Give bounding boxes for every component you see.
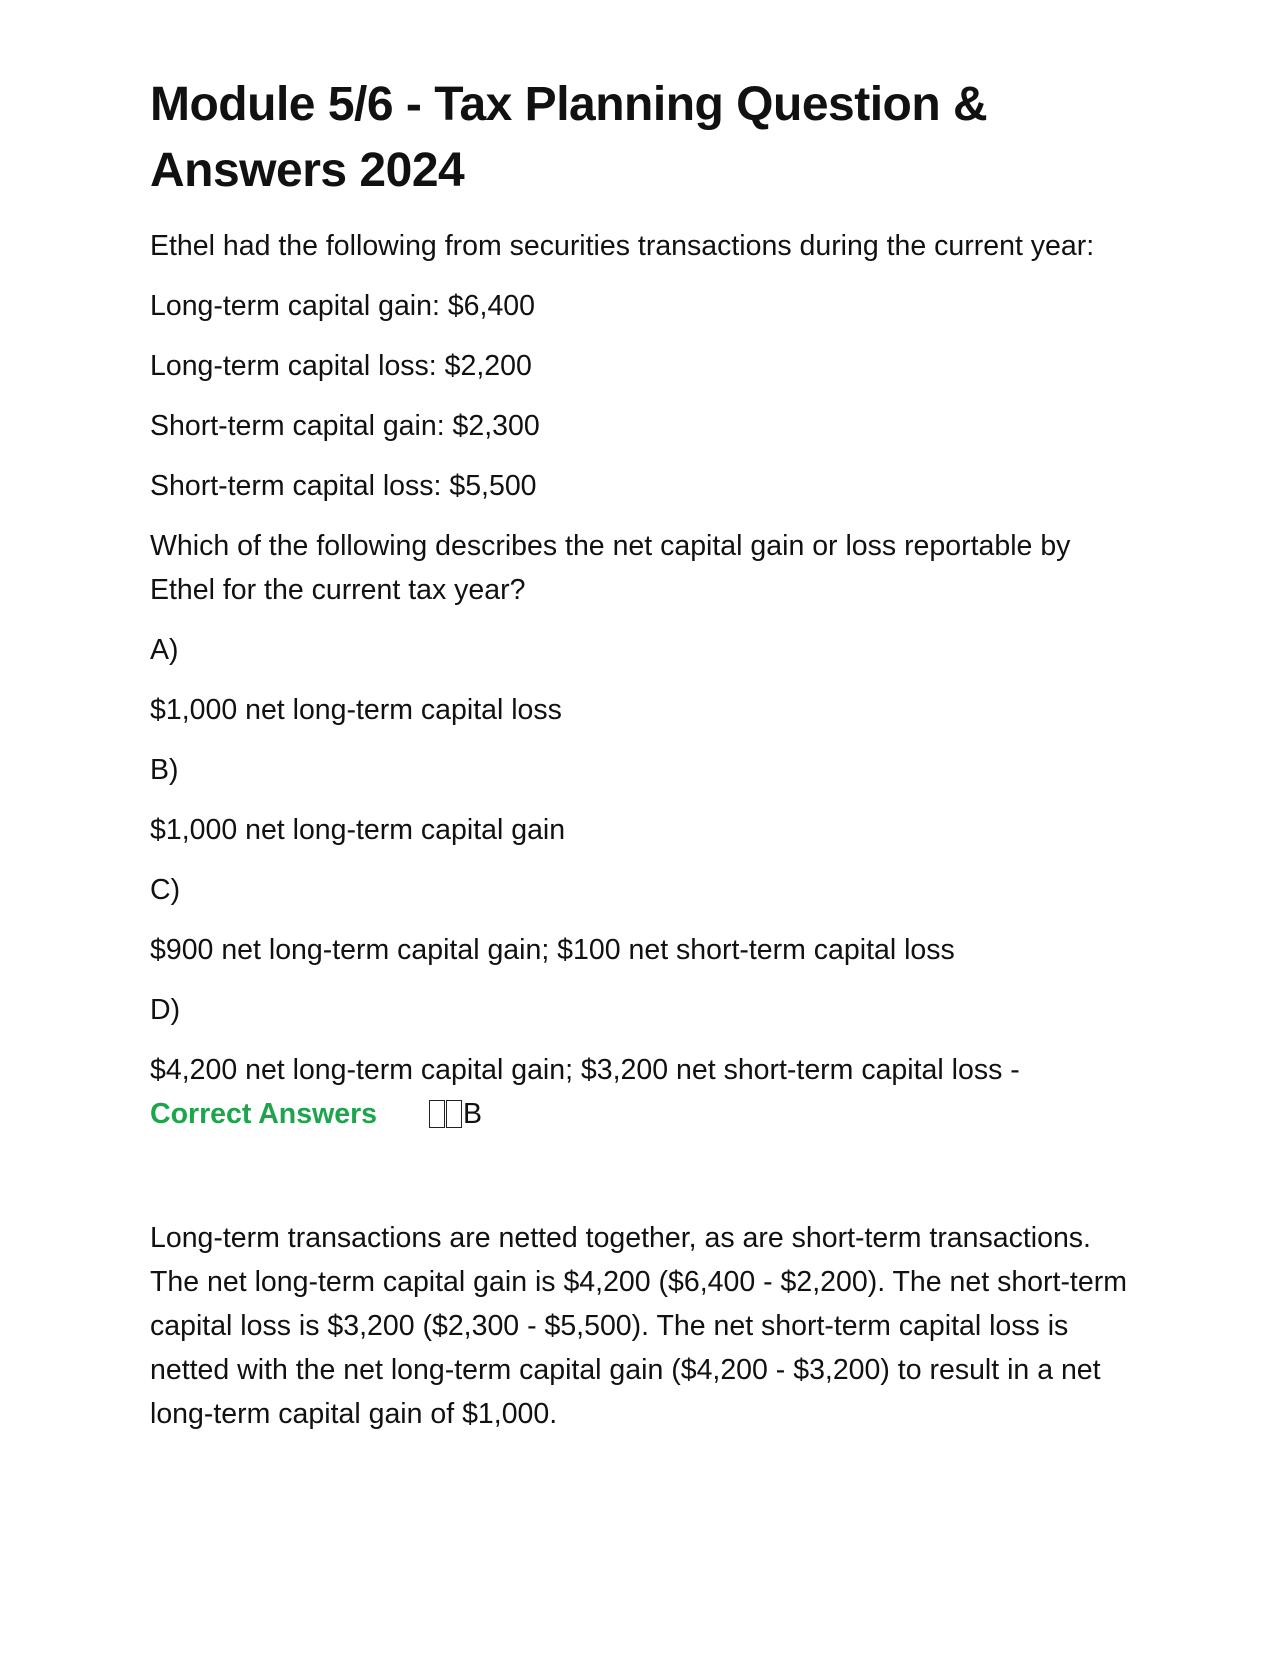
- correct-answer-line: [150, 1092, 1130, 1136]
- document-page: [150, 72, 1130, 1436]
- page-title: Module 5/6 - Tax Planning Question & Answers 2024: [150, 78, 988, 197]
- option-a-letter: A): [150, 634, 179, 666]
- transaction-item: Short-term capital loss: $5,500: [150, 470, 537, 502]
- missing-glyph-icon: [446, 1100, 462, 1128]
- question-text: Which of the following describes the net capital gain or loss reportable by Ethel for the current tax year?: [150, 530, 1071, 606]
- question-intro: Ethel had the following from securities transactions during the current year:: [150, 230, 1095, 262]
- option-c-text: $900 net long-term capital gain; $100 net short-term capital loss: [150, 934, 955, 966]
- transaction-item: Long-term capital gain: $6,400: [150, 290, 536, 322]
- option-d-letter: D): [150, 994, 181, 1026]
- correct-answer-value: B: [463, 1098, 483, 1130]
- option-d-text: $4,200 net long-term capital gain; $3,200 net short-term capital loss -: [150, 1054, 1020, 1086]
- option-c-letter: C): [150, 874, 181, 906]
- correct-answers-label: Correct Answers: [150, 1098, 378, 1130]
- option-a-text: $1,000 net long-term capital loss: [150, 694, 562, 726]
- option-b-letter: B): [150, 754, 179, 786]
- transaction-item: Short-term capital gain: $2,300: [150, 410, 540, 442]
- missing-glyph-icon: [429, 1100, 445, 1128]
- option-b-text: $1,000 net long-term capital gain: [150, 814, 566, 846]
- answer-explanation: Long-term transactions are netted together, as are short-term transactions. The net long-term capital gain is $4,200 ($6,400 - $2,200). The net short-term capital loss is $3,200 ($2,300 - $5,500). The net short-term capital loss is netted with the net long-term capital gain ($4,200 - $3,200) to result in a net long-term capital gain of $1,000.: [150, 1222, 1127, 1430]
- transaction-item: Long-term capital loss: $2,200: [150, 350, 532, 382]
